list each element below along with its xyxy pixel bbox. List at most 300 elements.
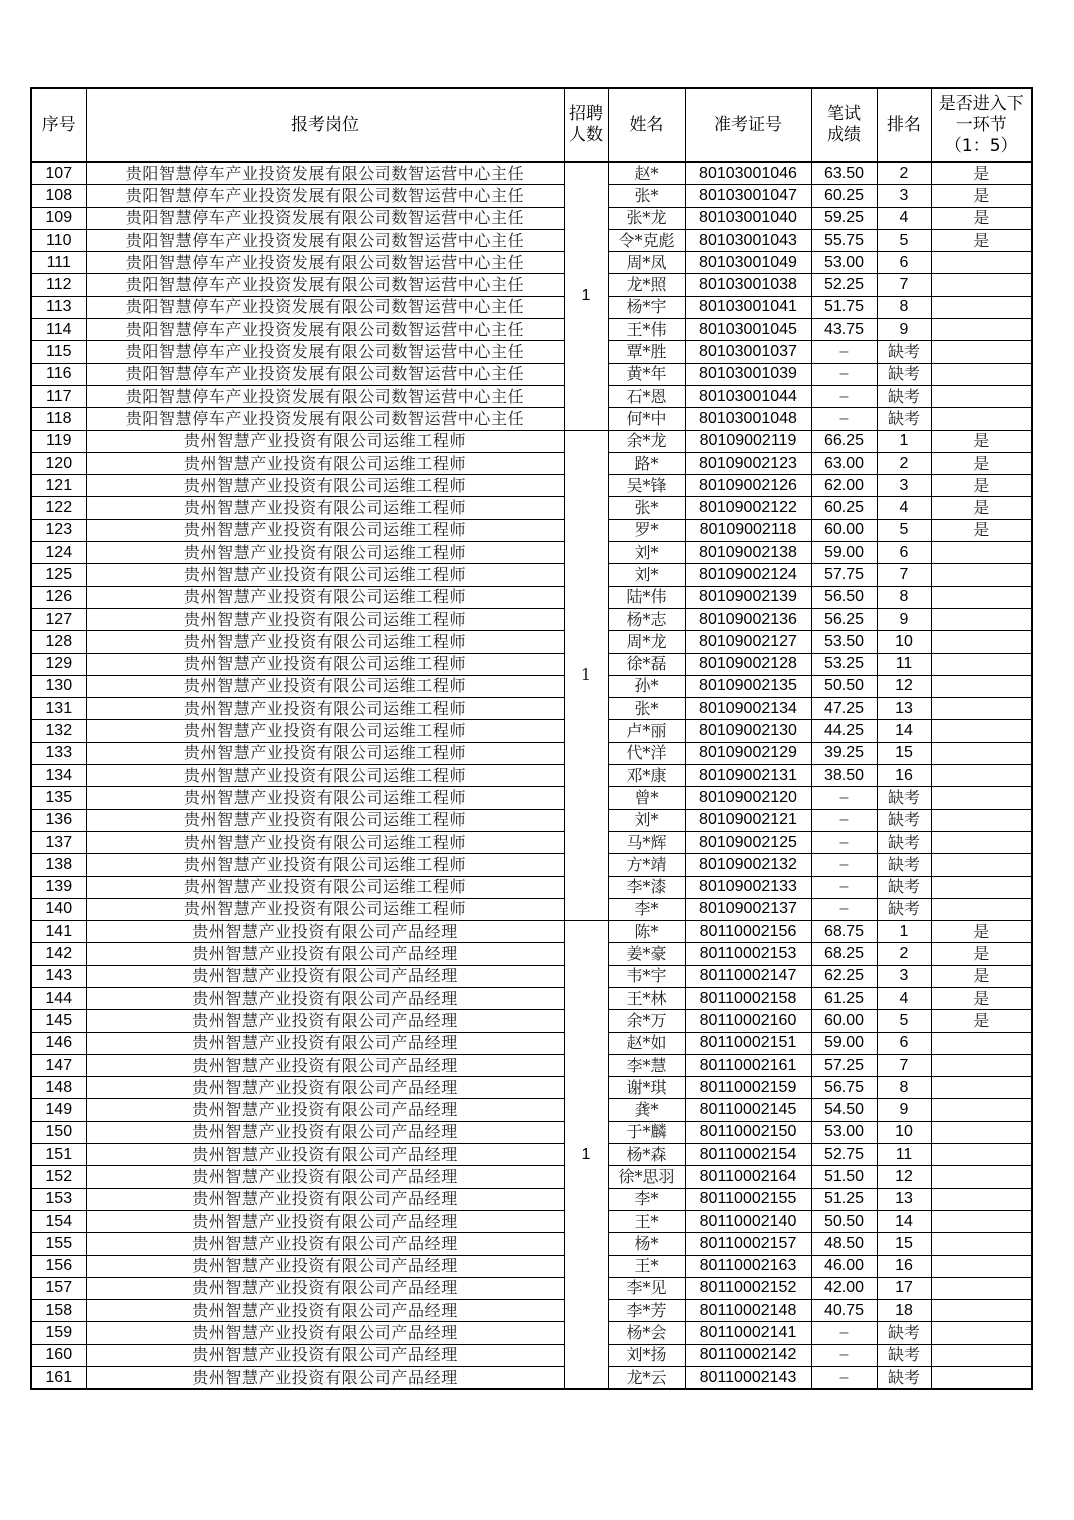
header-score-line: 成绩 <box>827 125 861 145</box>
table-row <box>31 987 1032 1009</box>
cell-exam-no: 80109002119 <box>685 430 811 452</box>
cell-name: 马*辉 <box>608 831 685 853</box>
table-row <box>31 341 1032 363</box>
header-rank: 排名 <box>877 88 931 162</box>
cell-rank: 缺考 <box>877 854 931 876</box>
cell-name: 李* <box>608 1188 685 1210</box>
cell-next-stage: 是 <box>931 943 1032 965</box>
cell-rank: 缺考 <box>877 363 931 385</box>
cell-score: – <box>811 408 877 430</box>
cell-post: 贵州智慧产业投资有限公司产品经理 <box>86 943 564 965</box>
cell-rank: 1 <box>877 430 931 452</box>
header-hire-line: 招聘 <box>569 104 603 124</box>
cell-next-stage <box>931 831 1032 853</box>
cell-name: 覃*胜 <box>608 341 685 363</box>
cell-next-stage <box>931 1233 1032 1255</box>
cell-rank: 16 <box>877 1255 931 1277</box>
cell-post: 贵州智慧产业投资有限公司产品经理 <box>86 1188 564 1210</box>
cell-no: 113 <box>31 296 86 318</box>
cell-rank: 2 <box>877 943 931 965</box>
table-row <box>31 854 1032 876</box>
cell-score: – <box>811 385 877 407</box>
cell-post: 贵州智慧产业投资有限公司运维工程师 <box>86 475 564 497</box>
cell-name: 陈* <box>608 921 685 943</box>
table-row <box>31 765 1032 787</box>
cell-post: 贵州智慧产业投资有限公司运维工程师 <box>86 742 564 764</box>
table-row <box>31 653 1032 675</box>
cell-next-stage: 是 <box>931 497 1032 519</box>
cell-name: 余*万 <box>608 1010 685 1032</box>
table-row <box>31 586 1032 608</box>
cell-exam-no: 80110002142 <box>685 1344 811 1366</box>
table-row <box>31 274 1032 296</box>
cell-no: 108 <box>31 185 86 207</box>
cell-next-stage <box>931 1210 1032 1232</box>
table-row <box>31 1344 1032 1366</box>
cell-name: 龚* <box>608 1099 685 1121</box>
cell-rank: 8 <box>877 296 931 318</box>
cell-exam-no: 80103001037 <box>685 341 811 363</box>
cell-rank: 3 <box>877 475 931 497</box>
cell-next-stage: 是 <box>931 1010 1032 1032</box>
cell-rank: 8 <box>877 1077 931 1099</box>
cell-no: 143 <box>31 965 86 987</box>
cell-next-stage <box>931 542 1032 564</box>
table-row <box>31 363 1032 385</box>
cell-post: 贵州智慧产业投资有限公司运维工程师 <box>86 831 564 853</box>
cell-no: 111 <box>31 252 86 274</box>
cell-score: – <box>811 363 877 385</box>
table-row <box>31 252 1032 274</box>
cell-next-stage <box>931 720 1032 742</box>
cell-score: 68.75 <box>811 921 877 943</box>
header-next-line: 是否进入下 <box>938 93 1024 114</box>
cell-score: 59.00 <box>811 542 877 564</box>
cell-post: 贵阳智慧停车产业投资发展有限公司数智运营中心主任 <box>86 296 564 318</box>
cell-exam-no: 80110002157 <box>685 1233 811 1255</box>
cell-post: 贵阳智慧停车产业投资发展有限公司数智运营中心主任 <box>86 207 564 229</box>
header-hire-line: 人数 <box>569 125 603 145</box>
cell-exam-no: 80109002134 <box>685 698 811 720</box>
table-row <box>31 385 1032 407</box>
cell-post: 贵州智慧产业投资有限公司运维工程师 <box>86 653 564 675</box>
cell-rank: 10 <box>877 1121 931 1143</box>
cell-name: 徐*磊 <box>608 653 685 675</box>
cell-post: 贵州智慧产业投资有限公司运维工程师 <box>86 608 564 630</box>
cell-next-stage <box>931 1300 1032 1322</box>
cell-post: 贵州智慧产业投资有限公司运维工程师 <box>86 519 564 541</box>
cell-post: 贵州智慧产业投资有限公司产品经理 <box>86 1010 564 1032</box>
cell-rank: 缺考 <box>877 809 931 831</box>
cell-next-stage <box>931 742 1032 764</box>
cell-next-stage: 是 <box>931 921 1032 943</box>
cell-exam-no: 80109002136 <box>685 608 811 630</box>
header-name: 姓名 <box>608 88 685 162</box>
table-row <box>31 921 1032 943</box>
cell-next-stage <box>931 385 1032 407</box>
table-row <box>31 1277 1032 1299</box>
cell-score: 54.50 <box>811 1099 877 1121</box>
table-row <box>31 965 1032 987</box>
table-row <box>31 497 1032 519</box>
cell-name: 龙*照 <box>608 274 685 296</box>
cell-exam-no: 80110002150 <box>685 1121 811 1143</box>
cell-exam-no: 80103001047 <box>685 185 811 207</box>
cell-exam-no: 80110002154 <box>685 1144 811 1166</box>
cell-rank: 11 <box>877 1144 931 1166</box>
cell-name: 李*见 <box>608 1277 685 1299</box>
cell-post: 贵阳智慧停车产业投资发展有限公司数智运营中心主任 <box>86 385 564 407</box>
table-row <box>31 631 1032 653</box>
cell-score: 51.50 <box>811 1166 877 1188</box>
table-row <box>31 1077 1032 1099</box>
cell-post: 贵阳智慧停车产业投资发展有限公司数智运营中心主任 <box>86 229 564 251</box>
table-row <box>31 1166 1032 1188</box>
cell-name: 何*中 <box>608 408 685 430</box>
cell-name: 代*洋 <box>608 742 685 764</box>
cell-rank: 4 <box>877 497 931 519</box>
cell-exam-no: 80109002126 <box>685 475 811 497</box>
cell-next-stage <box>931 876 1032 898</box>
table-row <box>31 831 1032 853</box>
table-row <box>31 452 1032 474</box>
cell-exam-no: 80109002120 <box>685 787 811 809</box>
table-row <box>31 608 1032 630</box>
cell-rank: 缺考 <box>877 1322 931 1344</box>
cell-post: 贵阳智慧停车产业投资发展有限公司数智运营中心主任 <box>86 252 564 274</box>
cell-score: – <box>811 341 877 363</box>
cell-rank: 9 <box>877 608 931 630</box>
cell-exam-no: 80110002158 <box>685 987 811 1009</box>
cell-score: 57.75 <box>811 564 877 586</box>
cell-rank: 1 <box>877 921 931 943</box>
cell-score: 60.25 <box>811 185 877 207</box>
cell-score: 51.25 <box>811 1188 877 1210</box>
cell-no: 156 <box>31 1255 86 1277</box>
cell-no: 118 <box>31 408 86 430</box>
cell-score: 56.75 <box>811 1077 877 1099</box>
cell-exam-no: 80110002156 <box>685 921 811 943</box>
cell-next-stage: 是 <box>931 162 1032 185</box>
cell-exam-no: 80110002161 <box>685 1054 811 1076</box>
cell-post: 贵州智慧产业投资有限公司产品经理 <box>86 1099 564 1121</box>
cell-next-stage <box>931 408 1032 430</box>
cell-score: – <box>811 809 877 831</box>
cell-post: 贵州智慧产业投资有限公司运维工程师 <box>86 854 564 876</box>
cell-name: 周*龙 <box>608 631 685 653</box>
cell-name: 方*靖 <box>608 854 685 876</box>
table-row <box>31 1144 1032 1166</box>
cell-post: 贵州智慧产业投资有限公司运维工程师 <box>86 430 564 452</box>
cell-score: 48.50 <box>811 1233 877 1255</box>
cell-rank: 15 <box>877 1233 931 1255</box>
cell-next-stage: 是 <box>931 207 1032 229</box>
cell-hire-count: 1 <box>564 921 608 1390</box>
cell-next-stage: 是 <box>931 987 1032 1009</box>
table-row <box>31 1233 1032 1255</box>
cell-score: 68.25 <box>811 943 877 965</box>
cell-name: 王*林 <box>608 987 685 1009</box>
cell-next-stage <box>931 341 1032 363</box>
cell-next-stage: 是 <box>931 229 1032 251</box>
cell-rank: 缺考 <box>877 876 931 898</box>
cell-rank: 5 <box>877 229 931 251</box>
cell-no: 121 <box>31 475 86 497</box>
cell-exam-no: 80110002153 <box>685 943 811 965</box>
cell-name: 杨*宇 <box>608 296 685 318</box>
cell-no: 112 <box>31 274 86 296</box>
cell-name: 龙*云 <box>608 1367 685 1390</box>
cell-name: 周*凤 <box>608 252 685 274</box>
cell-exam-no: 80110002160 <box>685 1010 811 1032</box>
cell-score: 66.25 <box>811 430 877 452</box>
cell-no: 141 <box>31 921 86 943</box>
cell-no: 147 <box>31 1054 86 1076</box>
cell-no: 152 <box>31 1166 86 1188</box>
cell-next-stage <box>931 1121 1032 1143</box>
cell-name: 王*伟 <box>608 319 685 341</box>
table-row <box>31 1121 1032 1143</box>
cell-exam-no: 80110002163 <box>685 1255 811 1277</box>
table-row <box>31 162 1032 185</box>
cell-score: 63.00 <box>811 452 877 474</box>
cell-name: 刘*扬 <box>608 1344 685 1366</box>
cell-exam-no: 80103001049 <box>685 252 811 274</box>
cell-no: 129 <box>31 653 86 675</box>
cell-score: 56.25 <box>811 608 877 630</box>
header-score-line: 笔试 <box>827 104 861 124</box>
cell-no: 114 <box>31 319 86 341</box>
cell-post: 贵州智慧产业投资有限公司产品经理 <box>86 1144 564 1166</box>
header-row <box>31 88 1032 162</box>
cell-name: 杨*志 <box>608 608 685 630</box>
cell-rank: 7 <box>877 564 931 586</box>
cell-rank: 6 <box>877 542 931 564</box>
cell-rank: 9 <box>877 1099 931 1121</box>
cell-no: 135 <box>31 787 86 809</box>
cell-exam-no: 80103001043 <box>685 229 811 251</box>
cell-no: 150 <box>31 1121 86 1143</box>
cell-score: 53.25 <box>811 653 877 675</box>
cell-post: 贵州智慧产业投资有限公司运维工程师 <box>86 765 564 787</box>
table-row <box>31 787 1032 809</box>
table-row <box>31 742 1032 764</box>
header-no: 序号 <box>31 88 86 162</box>
cell-no: 151 <box>31 1144 86 1166</box>
cell-post: 贵州智慧产业投资有限公司产品经理 <box>86 1054 564 1076</box>
cell-next-stage: 是 <box>931 452 1032 474</box>
cell-exam-no: 80110002143 <box>685 1367 811 1390</box>
cell-rank: 14 <box>877 720 931 742</box>
cell-no: 125 <box>31 564 86 586</box>
cell-no: 116 <box>31 363 86 385</box>
cell-post: 贵州智慧产业投资有限公司运维工程师 <box>86 497 564 519</box>
cell-next-stage <box>931 1255 1032 1277</box>
cell-no: 153 <box>31 1188 86 1210</box>
cell-rank: 17 <box>877 1277 931 1299</box>
cell-no: 145 <box>31 1010 86 1032</box>
cell-name: 张* <box>608 698 685 720</box>
cell-post: 贵州智慧产业投资有限公司产品经理 <box>86 965 564 987</box>
cell-no: 139 <box>31 876 86 898</box>
cell-post: 贵州智慧产业投资有限公司运维工程师 <box>86 675 564 697</box>
cell-rank: 3 <box>877 185 931 207</box>
cell-post: 贵阳智慧停车产业投资发展有限公司数智运营中心主任 <box>86 185 564 207</box>
cell-next-stage: 是 <box>931 475 1032 497</box>
cell-no: 128 <box>31 631 86 653</box>
table-row <box>31 1032 1032 1054</box>
cell-name: 刘* <box>608 542 685 564</box>
cell-post: 贵州智慧产业投资有限公司运维工程师 <box>86 452 564 474</box>
cell-exam-no: 80103001041 <box>685 296 811 318</box>
cell-score: 43.75 <box>811 319 877 341</box>
cell-next-stage <box>931 1188 1032 1210</box>
cell-rank: 6 <box>877 1032 931 1054</box>
cell-next-stage <box>931 631 1032 653</box>
cell-name: 王* <box>608 1255 685 1277</box>
cell-name: 张*龙 <box>608 207 685 229</box>
cell-exam-no: 80109002132 <box>685 854 811 876</box>
cell-post: 贵阳智慧停车产业投资发展有限公司数智运营中心主任 <box>86 363 564 385</box>
cell-post: 贵州智慧产业投资有限公司产品经理 <box>86 1166 564 1188</box>
cell-next-stage <box>931 1054 1032 1076</box>
table-row <box>31 430 1032 452</box>
cell-score: 60.25 <box>811 497 877 519</box>
cell-rank: 5 <box>877 1010 931 1032</box>
cell-next-stage <box>931 586 1032 608</box>
table-body <box>31 162 1032 1389</box>
cell-no: 136 <box>31 809 86 831</box>
cell-name: 杨*会 <box>608 1322 685 1344</box>
cell-name: 孙* <box>608 675 685 697</box>
cell-no: 130 <box>31 675 86 697</box>
cell-score: 59.00 <box>811 1032 877 1054</box>
cell-next-stage: 是 <box>931 519 1032 541</box>
cell-no: 110 <box>31 229 86 251</box>
cell-score: – <box>811 1322 877 1344</box>
cell-score: 57.25 <box>811 1054 877 1076</box>
cell-next-stage <box>931 765 1032 787</box>
cell-post: 贵阳智慧停车产业投资发展有限公司数智运营中心主任 <box>86 319 564 341</box>
cell-rank: 13 <box>877 1188 931 1210</box>
cell-post: 贵州智慧产业投资有限公司产品经理 <box>86 1032 564 1054</box>
table-row <box>31 542 1032 564</box>
cell-next-stage: 是 <box>931 185 1032 207</box>
cell-post: 贵州智慧产业投资有限公司运维工程师 <box>86 542 564 564</box>
table-row <box>31 408 1032 430</box>
cell-exam-no: 80109002124 <box>685 564 811 586</box>
cell-score: 62.00 <box>811 475 877 497</box>
cell-name: 路* <box>608 452 685 474</box>
cell-no: 161 <box>31 1367 86 1390</box>
cell-score: 50.50 <box>811 675 877 697</box>
cell-exam-no: 80110002155 <box>685 1188 811 1210</box>
cell-next-stage <box>931 1144 1032 1166</box>
cell-post: 贵州智慧产业投资有限公司运维工程师 <box>86 876 564 898</box>
cell-score: 38.50 <box>811 765 877 787</box>
cell-exam-no: 80109002121 <box>685 809 811 831</box>
cell-no: 133 <box>31 742 86 764</box>
cell-rank: 缺考 <box>877 408 931 430</box>
header-score <box>811 88 877 162</box>
cell-next-stage <box>931 363 1032 385</box>
cell-rank: 缺考 <box>877 1367 931 1390</box>
table-row <box>31 898 1032 920</box>
cell-exam-no: 80109002133 <box>685 876 811 898</box>
cell-name: 李*芳 <box>608 1300 685 1322</box>
table-row <box>31 185 1032 207</box>
table-row <box>31 564 1032 586</box>
cell-post: 贵州智慧产业投资有限公司运维工程师 <box>86 698 564 720</box>
cell-score: 52.75 <box>811 1144 877 1166</box>
cell-next-stage <box>931 1032 1032 1054</box>
cell-no: 142 <box>31 943 86 965</box>
cell-score: 60.00 <box>811 1010 877 1032</box>
cell-next-stage <box>931 252 1032 274</box>
cell-score: 39.25 <box>811 742 877 764</box>
cell-no: 157 <box>31 1277 86 1299</box>
cell-no: 138 <box>31 854 86 876</box>
cell-no: 120 <box>31 452 86 474</box>
cell-rank: 11 <box>877 653 931 675</box>
cell-score: 60.00 <box>811 519 877 541</box>
cell-exam-no: 80103001046 <box>685 162 811 185</box>
cell-post: 贵州智慧产业投资有限公司产品经理 <box>86 1077 564 1099</box>
cell-exam-no: 80109002135 <box>685 675 811 697</box>
cell-no: 158 <box>31 1300 86 1322</box>
cell-name: 陆*伟 <box>608 586 685 608</box>
table-row <box>31 943 1032 965</box>
cell-exam-no: 80109002127 <box>685 631 811 653</box>
cell-next-stage <box>931 1367 1032 1390</box>
cell-exam-no: 80110002145 <box>685 1099 811 1121</box>
cell-next-stage <box>931 698 1032 720</box>
cell-score: – <box>811 898 877 920</box>
cell-post: 贵州智慧产业投资有限公司产品经理 <box>86 1210 564 1232</box>
cell-no: 131 <box>31 698 86 720</box>
cell-rank: 缺考 <box>877 898 931 920</box>
cell-post: 贵阳智慧停车产业投资发展有限公司数智运营中心主任 <box>86 274 564 296</box>
cell-score: 55.75 <box>811 229 877 251</box>
header-exam-no: 准考证号 <box>685 88 811 162</box>
cell-name: 王* <box>608 1210 685 1232</box>
cell-score: – <box>811 1344 877 1366</box>
cell-score: 53.00 <box>811 1121 877 1143</box>
table-row <box>31 207 1032 229</box>
cell-no: 137 <box>31 831 86 853</box>
cell-rank: 缺考 <box>877 341 931 363</box>
table-row <box>31 1188 1032 1210</box>
cell-exam-no: 80109002139 <box>685 586 811 608</box>
cell-rank: 7 <box>877 274 931 296</box>
cell-name: 韦*宇 <box>608 965 685 987</box>
cell-post: 贵州智慧产业投资有限公司运维工程师 <box>86 787 564 809</box>
cell-exam-no: 80109002138 <box>685 542 811 564</box>
cell-no: 155 <box>31 1233 86 1255</box>
cell-next-stage <box>931 296 1032 318</box>
table-row <box>31 809 1032 831</box>
cell-exam-no: 80110002152 <box>685 1277 811 1299</box>
table-row <box>31 1367 1032 1390</box>
cell-score: – <box>811 787 877 809</box>
cell-exam-no: 80103001045 <box>685 319 811 341</box>
cell-exam-no: 80109002122 <box>685 497 811 519</box>
cell-rank: 5 <box>877 519 931 541</box>
cell-exam-no: 80109002129 <box>685 742 811 764</box>
cell-next-stage <box>931 1077 1032 1099</box>
cell-no: 127 <box>31 608 86 630</box>
cell-no: 154 <box>31 1210 86 1232</box>
